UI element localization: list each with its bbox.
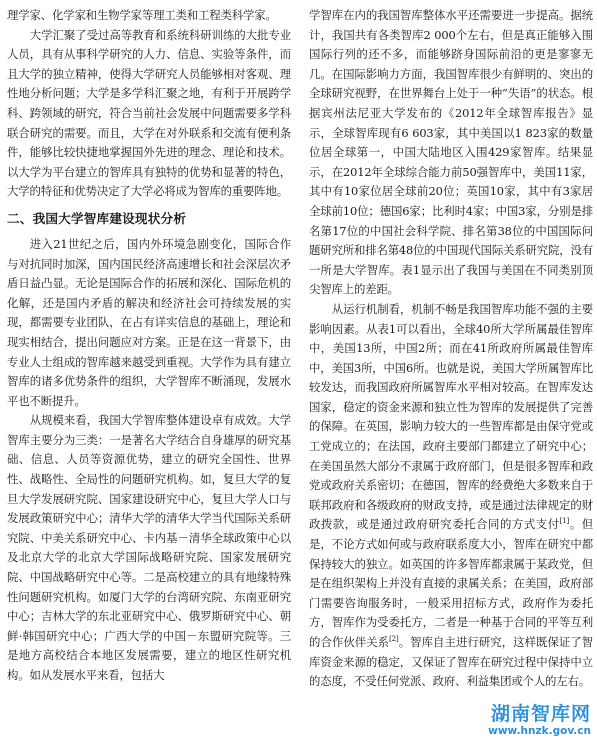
paragraph-operating-mechanism bbox=[309, 300, 593, 692]
right-column bbox=[309, 6, 593, 692]
section-heading: 二、我国大学智库建设现状分析 bbox=[7, 210, 187, 226]
text-segment: 。但是，不论方式如何或与政府联系度大小，智库在研究中都保持较大的独立。如英国的许多智库都隶属于某政党，但是在组织架构上并没有直接的隶属关系；在美国，政府部门需要咨询服务时，一般采用招标方式，政府作为委托方，智库作为受委托方，二者是一种基于合同的平等互利的合作伙伴关系 bbox=[309, 517, 593, 649]
text-segment: 从运行机制看，机制不畅是我国智库功能不强的主要影响因素。从表1可以看出，全球40所大学所属最佳智库中，美国13所，中国2所；而在41所政府所属最佳智库中，美国3所，中国6所。也就是说，美国大学所属智库比较发达，而我国政府所属智库水平相对较高。在智库发达国家，稳定的资金来源和独立性为智库的发展提供了完善的保障。在英国，影响力较大的一些智库都是由保守党或工党成立的；在法国，政府主要部门都建立了研究中心；在美国虽然大部分不隶属于政府部门，但是很多智库和政党或政府关系密切；在德国，智库的经费绝大多数来自于联邦政府和各级政府的财政支持，或是通过法律规定的财政拨款，或是通过政府研究委托合同的方式支付 bbox=[309, 301, 593, 532]
watermark-url: www.hnzk.gov.cn bbox=[488, 725, 591, 737]
paragraph-background: 进入21世纪之后，国内外环境急剧变化，国际合作与对抗同时加深，国内国民经济高速增长和社会深层次矛盾日益凸显。无论是国际合作的拓展和深化、国际危机的化解，还是国内矛盾的解决和经济社会可持续发展的实现，都需要专业团队，在占有详实信息的基础上，理论和现实相结合，提出问题应对方案。正是在这一背景下，由专业人士组成的智库越来越受到重视。大学作为具有建立智库的诸多优势条件的组织，大学智库不断涌现，发展水平也不断提升。 bbox=[7, 236, 291, 408]
paragraph-scale: 从规模来看，我国大学智库整体建设卓有成效。大学智库主要分为三类：一是著名大学结合自身雄厚的研究基础、信息、人员等资源优势，建立的研究全国性、世界性、战略性、全局性的问题研究机构。如，复旦大学的复旦大学发展研究院、国家建设研究中心，复旦大学人口与发展政策研究中心；清华大学的清华大学当代国际关系研究院、中美关系研究中心、卡内基－清华全球政策中心以及北京大学的北京大学国际战略研究院、国家发展研究院、中国战略研究中心等。二是高校建立的具有地缘特殊性问题研究机构。如厦门大学的台湾研究院、东南亚研究中心；吉林大学的东北亚研究中心、俄罗斯研究中心、朝鲜·韩国研究中心；广西大学的中国－东盟研究院等。三是地方高校结合本地区发展需要，建立的地区性研究机构。如从发展水平来看，包括大 bbox=[7, 413, 291, 682]
paragraph-university-advantages: 大学汇聚了受过高等教育和系统科研训练的大批专业人员，具有从事科学研究的人力、信息、实验等条件，而且大学的独立精神，使得大学研究人员能够相对客观、理性地分析问题；大学是多学科汇聚之地，有利于开展跨学科、跨领域的研究，符合当前社会发展中问题需要多学科联合研究的需要。而且，大学在对外联系和交流有便利条件，能够比较快捷地掌握国外先进的理念、理论和技术。以大学为平台建立的智库具有独特的优势和显著的特色，大学的特征和优势决定了大学必将成为智库的重要阵地。 bbox=[7, 27, 291, 199]
reference-marker[interactable]: [2] bbox=[389, 635, 399, 644]
reference-marker[interactable]: [1] bbox=[559, 517, 570, 526]
left-column bbox=[7, 6, 291, 686]
site-watermark bbox=[441, 703, 591, 743]
paragraph-continuation: 理学家、化学家和生物学家等理工类和工程类科学家。 bbox=[7, 8, 277, 22]
text-segment: 。智库自主进行研究，这样既保证了智库资金来源的稳定，又保证了智库在研究过程中保持中立的态度，不受任何党派、政府、利益集团或个人的左右。 bbox=[309, 635, 594, 689]
paragraph-development-level: 学智库在内的我国智库整体水平还需要进一步提高。据统计，我国共有各类智库2 000个左右，但是真正能够入围国际行列的还不多，而能够跻身国际前沿的更是寥寥无几。在国际影响力方面，我国智库很少有鲜明的、突出的全球研究视野，在世界舞台上处于一种“失语”的状态。根据宾州法尼亚大学发布的《2012年全球智库报告》显示，全球智库现有6 603家，其中美国以1 823家的数量位居全球第一，中国大陆地区入围429家智库。结果显示，在2012年全球综合能力前50强智库中，美国11家，其中有10家位居全球前20位；英国10家，其中有3家居全球前10位；德国6家；比利时4家；中国3家，分别是排名第17位的中国社会科学院、排名第38位的中国国际问题研究所和排名第48位的中国现代国际关系研究院，没有一所是大学智库。表1显示出了我国与美国在不同类别顶尖智库上的差距。 bbox=[309, 8, 593, 297]
watermark-title: 湖南智库网 bbox=[490, 703, 591, 725]
